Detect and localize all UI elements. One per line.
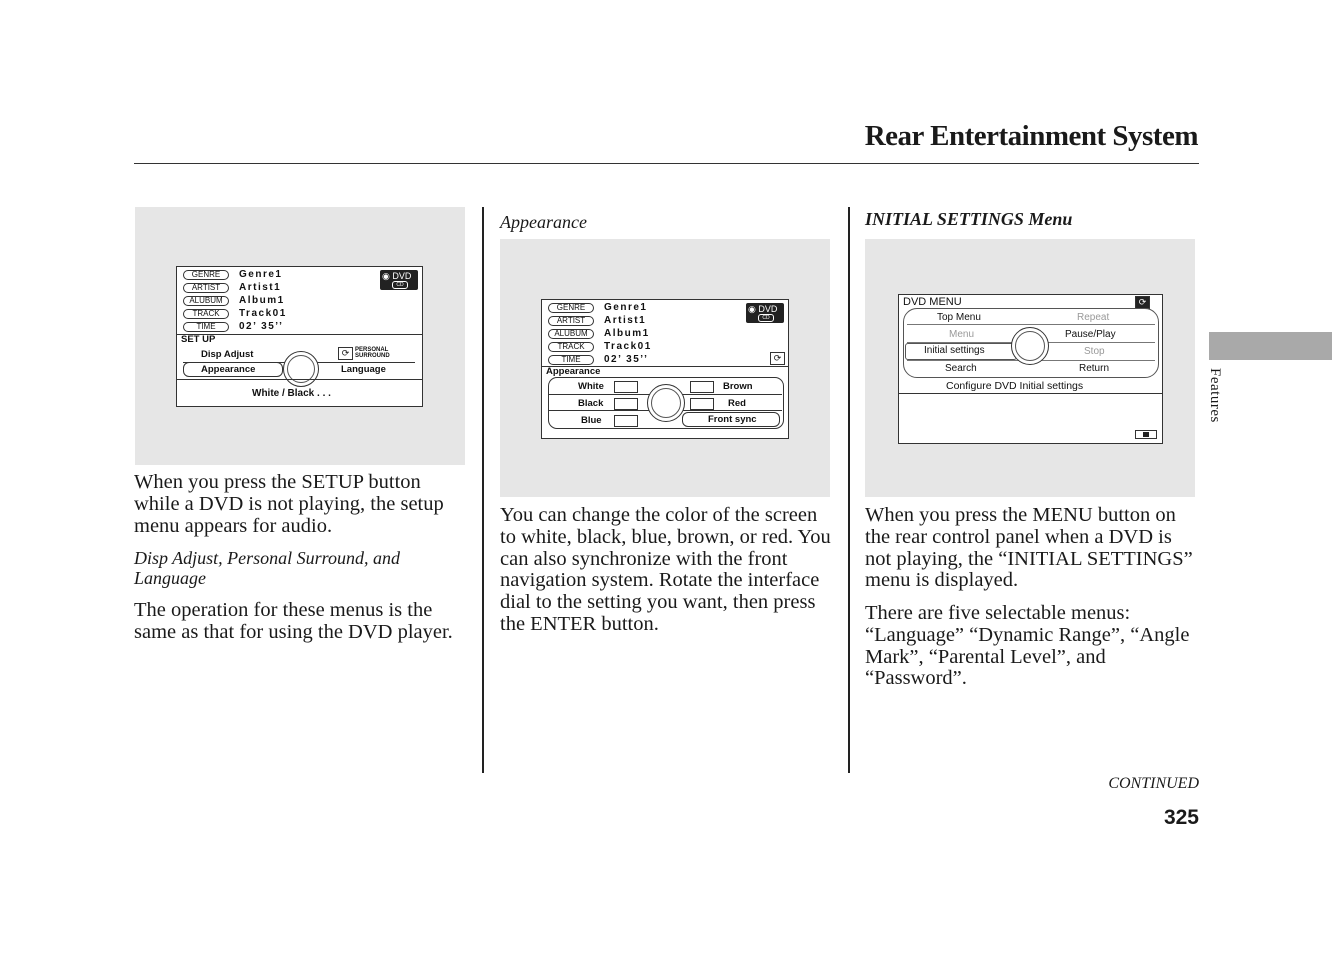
track-value: Track01: [239, 308, 287, 319]
appearance-heading: Appearance: [500, 212, 587, 232]
return-item[interactable]: Return: [1079, 363, 1110, 374]
language-option[interactable]: Language: [341, 364, 386, 375]
appearance-option[interactable]: [183, 362, 283, 377]
color-status: White / Black . . .: [252, 388, 331, 399]
album-tag: ALUBUM: [548, 329, 594, 339]
rotate-icon: ⟳: [770, 352, 785, 365]
dvd-badge: [380, 270, 418, 290]
appearance-section-label: Appearance: [546, 366, 601, 377]
page-number: 325: [1163, 806, 1199, 829]
time-tag: TIME: [548, 355, 594, 365]
pause-play-item[interactable]: Pause/Play: [1065, 329, 1116, 340]
setup-description: [134, 472, 470, 537]
track-value: Track01: [604, 341, 652, 352]
operation-description: [134, 600, 470, 644]
red-option[interactable]: Red: [728, 398, 746, 409]
dvd-badge: [746, 303, 784, 323]
black-option[interactable]: Black: [578, 398, 604, 409]
black-swatch: [614, 398, 638, 410]
album-tag: ALUBUM: [183, 296, 229, 306]
initial-settings-label: Initial settings: [924, 345, 985, 356]
section-tab-label: Features: [1207, 368, 1223, 423]
dial-knob[interactable]: [1011, 327, 1049, 365]
artist-value: Artist1: [239, 282, 282, 293]
artist-tag: ARTIST: [183, 283, 229, 293]
track-tag: TRACK: [548, 342, 594, 352]
setup-screen: [176, 266, 423, 407]
dial-knob[interactable]: [647, 384, 685, 422]
genre-tag: GENRE: [183, 270, 229, 280]
divider: [899, 393, 1162, 394]
selectable-menus-description: [865, 603, 1195, 690]
time-value: 02’ 35’’: [604, 354, 649, 365]
red-swatch: [690, 398, 714, 410]
white-option[interactable]: White: [578, 381, 604, 392]
rotate-icon: ⟳: [338, 347, 353, 360]
dvd-badge-label: ◉ DVD: [382, 271, 412, 281]
menu-paragraph: When you press the MENU button on the rear control panel when a DVD is not playing, the “INITIAL SETTINGS” menu is displayed.: [865, 504, 1193, 592]
surround-label: SURROUND: [355, 353, 390, 359]
rotate-icon: ⟳: [1135, 296, 1150, 309]
genre-value: Genre1: [239, 269, 283, 280]
appearance-paragraph: You can change the color of the screen to white, black, blue, brown, or red. You can also synchronize with the front navigation system. Rotate the interface dial to the setting you want, then press the ENTER button.: [500, 504, 831, 635]
appearance-screen: [541, 299, 789, 439]
initial-settings-item[interactable]: [905, 343, 1017, 360]
selectable-menus-paragraph: There are five selectable menus: “Language” “Dynamic Range”, “Angle Mark”, “Parental Level”, and “Password”.: [865, 602, 1190, 690]
track-tag: TRACK: [183, 309, 229, 319]
time-value: 02’ 35’’: [239, 321, 284, 332]
dvd-badge-label: ◉ DVD: [748, 304, 778, 314]
operation-paragraph: The operation for these menus is the same as that for using the DVD player.: [134, 599, 453, 643]
stop-item[interactable]: Stop: [1084, 346, 1105, 357]
appearance-description: [500, 505, 836, 636]
cd-badge-label: CD: [758, 314, 774, 322]
status-indicator: [1135, 430, 1157, 439]
repeat-item[interactable]: Repeat: [1077, 312, 1110, 323]
brown-swatch: [690, 381, 714, 393]
section-tab: [1209, 332, 1332, 360]
page-title: Rear Entertainment System: [864, 120, 1198, 152]
blue-option[interactable]: Blue: [581, 415, 602, 426]
front-sync-option[interactable]: [682, 412, 780, 427]
album-value: Album1: [239, 295, 285, 306]
initial-settings-figure: [865, 239, 1195, 497]
column-divider: [848, 207, 850, 773]
brown-option[interactable]: Brown: [723, 381, 753, 392]
artist-value: Artist1: [604, 315, 647, 326]
blue-swatch: [614, 415, 638, 427]
top-menu-item[interactable]: Top Menu: [937, 312, 981, 323]
artist-tag: ARTIST: [548, 316, 594, 326]
genre-tag: GENRE: [548, 303, 594, 313]
divider: [177, 379, 422, 380]
personal-surround-option[interactable]: [355, 347, 390, 359]
initial-settings-heading: INITIAL SETTINGS Menu: [865, 209, 1073, 229]
status-text: Configure DVD Initial settings: [946, 380, 1084, 392]
divider: [907, 324, 1155, 325]
appearance-option-label: Appearance: [201, 364, 256, 375]
personal-label: PERSONAL: [355, 347, 389, 353]
setup-paragraph: When you press the SETUP button while a DVD is not playing, the setup menu appears for audio.: [134, 471, 444, 537]
appearance-figure: [500, 239, 830, 497]
front-sync-option-label: Front sync: [708, 414, 757, 425]
album-value: Album1: [604, 328, 650, 339]
genre-value: Genre1: [604, 302, 648, 313]
cd-badge-label: CD: [392, 281, 408, 289]
continued-label: CONTINUED: [1108, 775, 1199, 792]
status-indicator-fill: [1143, 432, 1149, 437]
dvd-menu-screen: [898, 294, 1163, 444]
setup-figure: [135, 207, 465, 465]
header-rule: [134, 163, 1199, 164]
menu-item[interactable]: Menu: [949, 329, 975, 340]
menu-description: [865, 505, 1195, 592]
time-tag: TIME: [183, 322, 229, 332]
setup-section-label: SET UP: [181, 334, 216, 345]
dvd-menu-title: DVD MENU: [903, 296, 962, 308]
dial-knob[interactable]: [283, 351, 319, 387]
white-swatch: [614, 381, 638, 393]
disp-adjust-option[interactable]: Disp Adjust: [201, 349, 254, 360]
column-divider: [482, 207, 484, 773]
disp-adjust-subheading: Disp Adjust, Personal Surround, and Language: [134, 548, 401, 588]
search-item[interactable]: Search: [945, 363, 977, 374]
